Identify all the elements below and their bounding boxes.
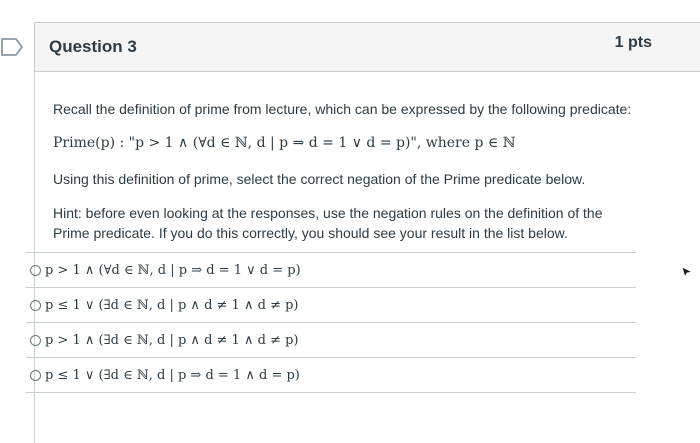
question-body: [53, 99, 653, 243]
answer-label: p > 1 ∧ (∃d ∈ ℕ, d | p ∧ d ≠ 1 ∧ d ≠ p): [45, 332, 299, 348]
answer-option-2[interactable]: [26, 287, 636, 322]
bookmark-icon[interactable]: [0, 36, 26, 58]
answer-option-1[interactable]: [26, 252, 636, 287]
question-points: 1 pts: [614, 34, 652, 51]
hint-line-1: Hint: before even looking at the responses, use the negation rules on the definition of the: [53, 205, 603, 221]
hint-line-2: Prime predicate. If you do this correctly, you should see your result in the list below.: [53, 225, 568, 241]
prompt-instruction: Using this definition of prime, select the correct negation of the Prime predicate below.: [53, 171, 586, 187]
answer-label: p ≤ 1 ∨ (∃d ∈ ℕ, d | p ∧ d ≠ 1 ∧ d ≠ p): [45, 297, 299, 313]
question-title: Question 3: [49, 37, 137, 56]
prime-predicate: Prime(p) : "p > 1 ∧ (∀d ∈ ℕ, d | p ⇒ d = 1 ∨ d = p)", where p ∈ ℕ: [53, 135, 516, 151]
question-header: [35, 23, 700, 72]
answer-option-4[interactable]: [26, 357, 636, 393]
prompt-intro: Recall the definition of prime from lecture, which can be expressed by the following predicate:: [53, 101, 632, 117]
mouse-cursor-icon: [681, 266, 693, 278]
answer-label: p ≤ 1 ∨ (∃d ∈ ℕ, d | p ⇒ d = 1 ∧ d = p): [45, 367, 300, 383]
answer-list: [26, 252, 636, 393]
answer-option-3[interactable]: [26, 322, 636, 357]
radio-button[interactable]: [30, 265, 41, 276]
radio-button[interactable]: [30, 335, 41, 346]
answer-label: p > 1 ∧ (∀d ∈ ℕ, d | p ⇒ d = 1 ∨ d = p): [45, 262, 301, 278]
radio-button[interactable]: [30, 370, 41, 381]
radio-button[interactable]: [30, 300, 41, 311]
